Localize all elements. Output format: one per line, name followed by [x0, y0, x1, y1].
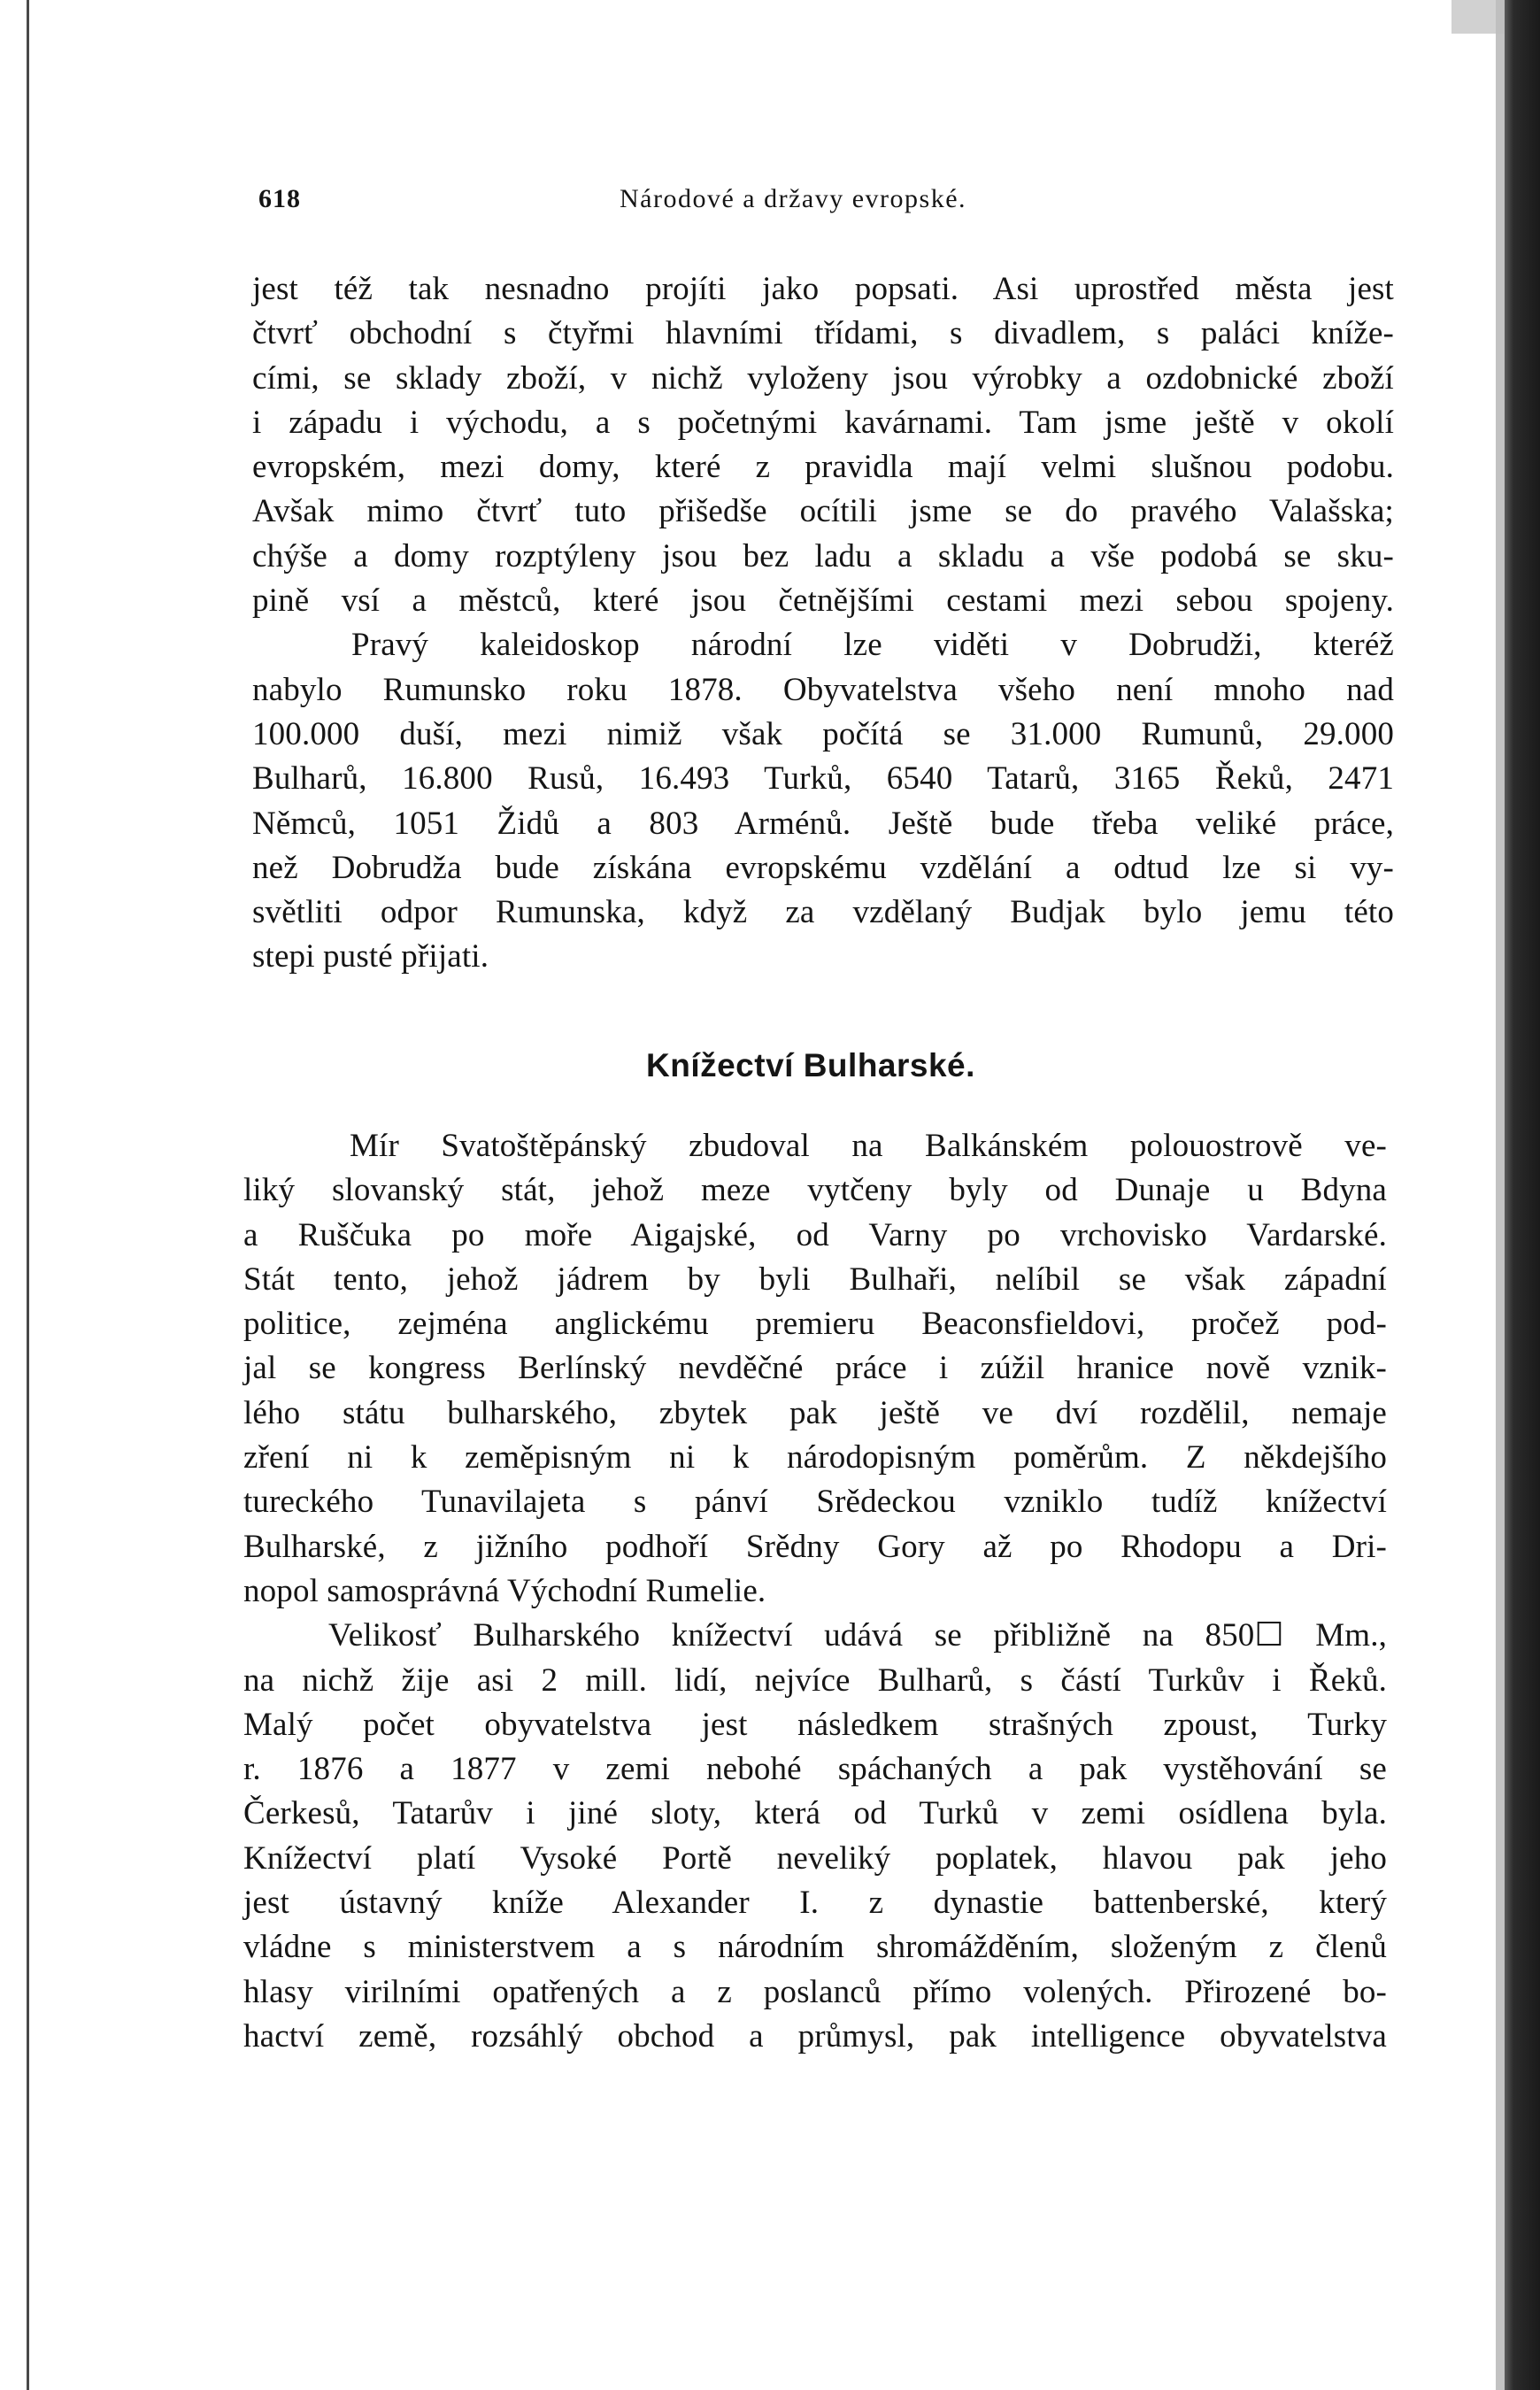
body-text-top — [252, 267, 1394, 980]
text-line: než Dobrudža bude získána evropskému vzdělání a odtud lze si vy- — [252, 849, 1394, 886]
text-line: Čerkesů, Tatarův i jiné sloty, která od Turků v zemi osídlena byla. — [243, 1795, 1387, 1832]
text-line: stepi pusté přijati. — [252, 938, 489, 975]
text-line: Bulharů, 16.800 Rusů, 16.493 Turků, 6540 Tatarů, 3165 Řeků, 2471 — [252, 760, 1394, 798]
text-line: jest též tak nesnadno projíti jako popsati. Asi uprostřed města jest — [252, 271, 1394, 307]
paragraph-3 — [243, 1124, 1387, 1614]
text-line: pině vsí a městců, které jsou četnějšími cestami mezi sebou spojeny. — [252, 582, 1394, 620]
text-line: na nichž žije asi 2 mill. lidí, nejvíce Bulharů, s částí Turkův i Řeků. — [243, 1661, 1387, 1699]
text-line: cími, se sklady zboží, v nichž vyloženy jsou výrobky a ozdobnické zboží — [252, 359, 1394, 397]
text-line: a Ruščuka po moře Aigajské, od Varny po vrchovisko Vardarské. — [243, 1216, 1387, 1253]
text-line: r. 1876 a 1877 v zemi nebohé spáchaných a pak vystěhování se — [243, 1751, 1387, 1788]
text-line: Velikosť Bulharského knížectví udává se přibližně na 850☐ Mm., — [328, 1617, 1387, 1654]
text-line: zření ni k zeměpisným ni k národopisným poměrům. Z někdejšího — [243, 1439, 1387, 1476]
body-text-bottom — [243, 1124, 1387, 2059]
text-line: nopol samosprávná Východní Rumelie. — [243, 1572, 766, 1609]
text-line: Němců, 1051 Židů a 803 Arménů. Ještě bude třeba veliké práce, — [252, 805, 1394, 842]
paragraph-4 — [243, 1614, 1387, 2059]
text-line: Pravý kaleidoskop národní lze viděti v Dobrudži, kteréž — [351, 627, 1394, 664]
text-line: Bulharské, z jižního podhoří Srědny Gory až po Rhodopu a Dri- — [243, 1528, 1387, 1565]
running-title: Národové a državy evropské. — [620, 184, 967, 213]
paragraph-1 — [252, 267, 1394, 623]
paragraph-2 — [252, 623, 1394, 979]
text-line: vládne s ministerstvem a s národním shromážděním, složeným z členů — [243, 1929, 1387, 1966]
section-heading: Knížectví Bulharské. — [646, 1047, 975, 1083]
text-line: nabylo Rumunsko roku 1878. Obyvatelstva všeho není mnoho nad — [252, 671, 1394, 708]
scan-right-edge — [1505, 0, 1540, 2390]
text-line: politice, zejména anglickému premieru Beaconsfieldovi, pročež pod- — [243, 1306, 1387, 1343]
text-line: i západu i východu, a s početnými kavárnami. Tam jsme ještě v okolí — [252, 404, 1394, 441]
scan-top-mark — [1451, 0, 1505, 34]
text-line: chýše a domy rozptýleny jsou bez ladu a skladu a vše podobá se sku- — [252, 537, 1394, 574]
text-line: světliti odpor Rumunska, když za vzdělaný Budjak bylo jemu této — [252, 894, 1394, 931]
text-line: hlasy virilními opatřených a z poslanců přímo volených. Přirozené bo- — [243, 1973, 1387, 2010]
scan-left-edge — [27, 0, 29, 2390]
text-line: lého státu bulharského, zbytek pak ještě ve dví rozdělil, nemaje — [243, 1394, 1387, 1431]
text-line: Avšak mimo čtvrť tuto přišedše ocítili jsme se do pravého Valašska; — [252, 493, 1394, 530]
text-line: Knížectví platí Vysoké Portě neveliký poplatek, hlavou pak jeho — [243, 1839, 1387, 1877]
text-line: 100.000 duší, mezi nimiž však počítá se 31.000 Rumunů, 29.000 — [252, 715, 1394, 752]
page-number: 618 — [258, 184, 301, 213]
text-line: Mír Svatoštěpánský zbudoval na Balkánském polouostrově ve- — [350, 1128, 1387, 1164]
text-line: liký slovanský stát, jehož meze vytčeny byly od Dunaje u Bdyna — [243, 1172, 1387, 1209]
text-line: tureckého Tunavilajeta s pánví Srědeckou vzniklo tudíž knížectví — [243, 1484, 1387, 1521]
text-line: hactví země, rozsáhlý obchod a průmysl, pak intelligence obyvatelstva — [243, 2017, 1387, 2055]
text-line: jest ústavný kníže Alexander I. z dynastie battenberské, který — [243, 1885, 1387, 1922]
text-line: Malý počet obyvatelstva jest následkem strašných zpoust, Turky — [243, 1706, 1387, 1743]
text-line: Stát tento, jehož jádrem by byli Bulhaři, nelíbil se však západní — [243, 1261, 1387, 1298]
text-line: evropském, mezi domy, které z pravidla mají velmi slušnou podobu. — [252, 449, 1394, 486]
text-line: jal se kongress Berlínský nevděčné práce i zúžil hranice nově vznik- — [243, 1350, 1387, 1387]
text-line: čtvrť obchodní s čtyřmi hlavními třídami, s divadlem, s paláci kníže- — [252, 315, 1394, 352]
